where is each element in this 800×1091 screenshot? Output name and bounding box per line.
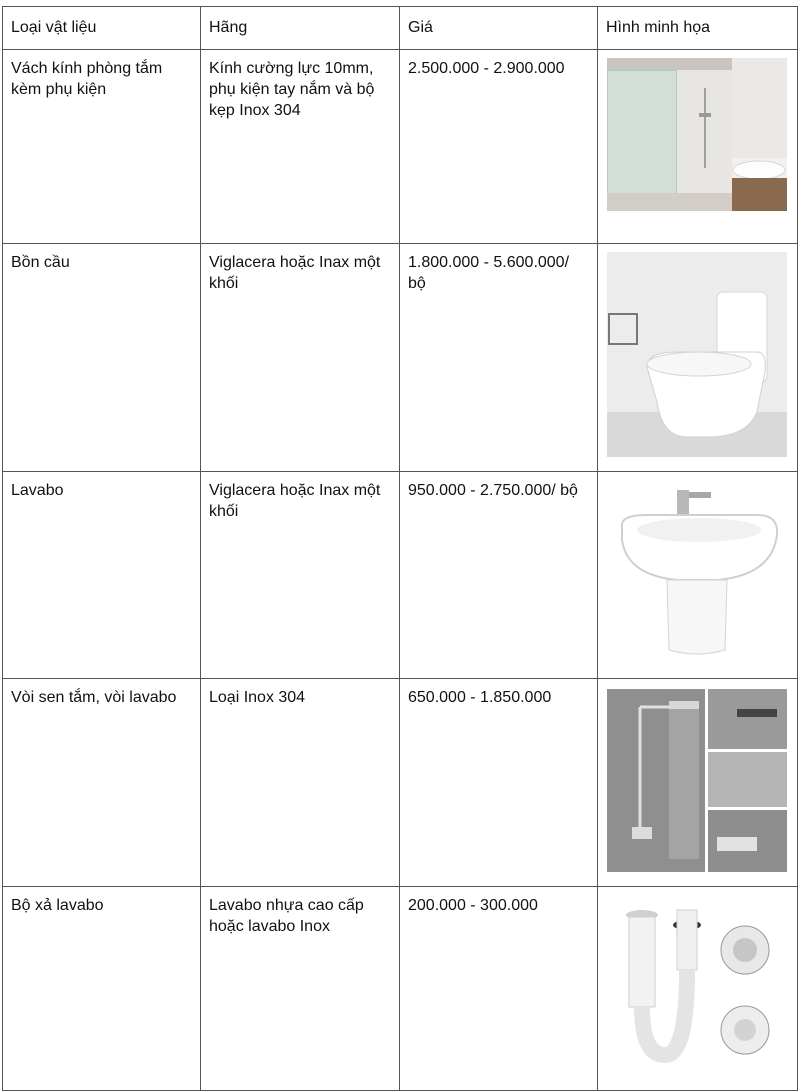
cell-material: Vách kính phòng tắm kèm phụ kiện [3, 50, 201, 244]
table-row [3, 472, 798, 679]
table-row [3, 679, 798, 887]
cell-brand: Loại Inox 304 [201, 679, 400, 887]
basin-drain-set-image [607, 895, 787, 1080]
cell-price: 950.000 - 2.750.000/ bộ [400, 472, 598, 679]
cell-brand: Lavabo nhựa cao cấp hoặc lavabo Inox [201, 887, 400, 1091]
table-row [3, 887, 798, 1091]
header-brand: Hãng [201, 7, 400, 50]
cell-price: 2.500.000 - 2.900.000 [400, 50, 598, 244]
materials-table [2, 6, 798, 1091]
cell-brand: Viglacera hoặc Inax một khối [201, 472, 400, 679]
glass-shower-enclosure-image [607, 58, 787, 211]
header-image: Hình minh họa [598, 7, 798, 50]
header-material: Loại vật liệu [3, 7, 201, 50]
table-header-row [3, 7, 798, 50]
cell-brand: Viglacera hoặc Inax một khối [201, 244, 400, 472]
shower-faucet-image [607, 687, 787, 872]
cell-material: Lavabo [3, 472, 201, 679]
cell-price: 200.000 - 300.000 [400, 887, 598, 1091]
cell-material: Vòi sen tắm, vòi lavabo [3, 679, 201, 887]
washbasin-image [607, 480, 787, 665]
table-row [3, 50, 798, 244]
cell-material: Bộ xả lavabo [3, 887, 201, 1091]
header-price: Giá [400, 7, 598, 50]
cell-material: Bồn cầu [3, 244, 201, 472]
toilet-image [607, 252, 787, 457]
cell-price: 650.000 - 1.850.000 [400, 679, 598, 887]
cell-brand: Kính cường lực 10mm, phụ kiện tay nắm và bộ kẹp Inox 304 [201, 50, 400, 244]
table-row [3, 244, 798, 472]
cell-price: 1.800.000 - 5.600.000/ bộ [400, 244, 598, 472]
